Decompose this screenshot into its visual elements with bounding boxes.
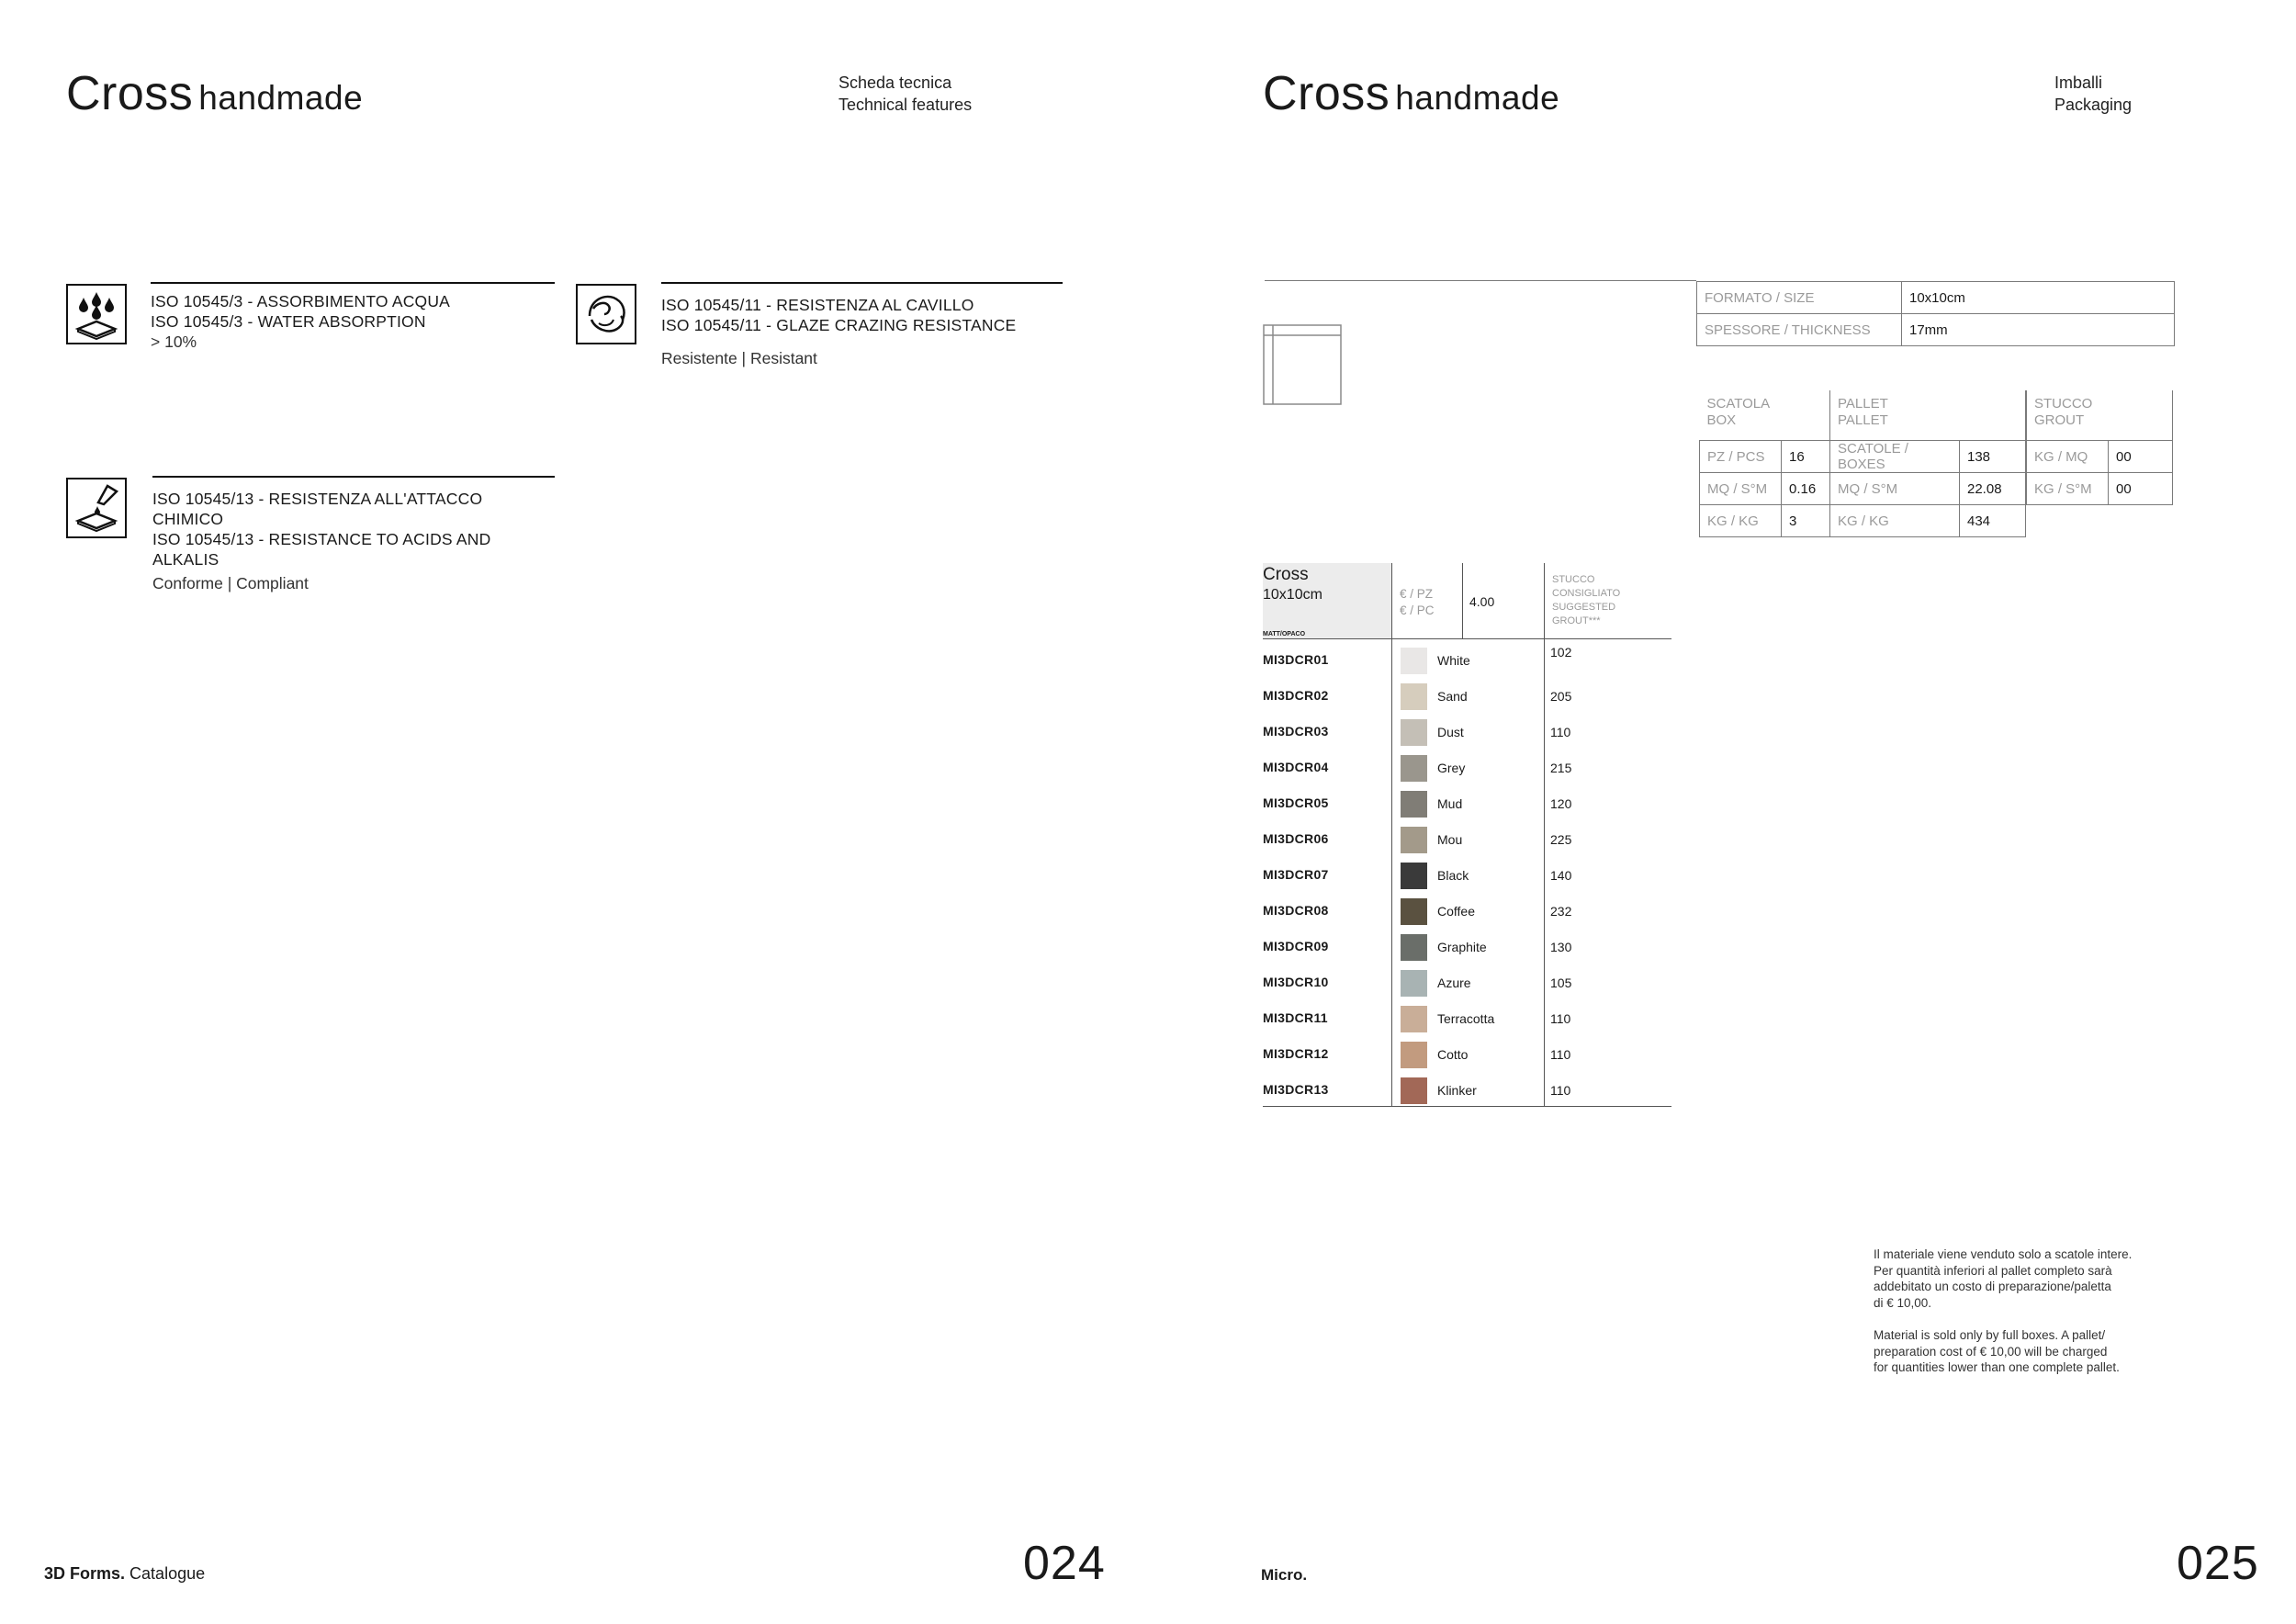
grout-header-en: GROUT [2034, 412, 2085, 428]
pallet-header-en: PALLET [1838, 412, 1888, 428]
divider [1265, 280, 1696, 281]
section-label-left [838, 72, 972, 116]
color-row [1263, 858, 1671, 894]
color-code: MI3DCR08 [1263, 903, 1329, 918]
color-name: Azure [1437, 976, 1471, 990]
grout-label: KG / S°M [2027, 473, 2109, 505]
color-row [1263, 1037, 1671, 1073]
color-name: Graphite [1437, 940, 1487, 954]
grout-header-line: STUCCO [1552, 574, 1595, 585]
size-table [1696, 281, 2175, 346]
pallet-label: SCATOLE / BOXES [1830, 441, 1960, 473]
section-label-it: Scheda tecnica [838, 73, 952, 92]
color-name: Dust [1437, 725, 1464, 739]
size-label: FORMATO / SIZE [1697, 282, 1902, 314]
color-name: Terracotta [1437, 1011, 1495, 1026]
note-line: addebitato un costo di preparazione/paletta [1874, 1280, 2111, 1293]
spec-glaze-crazing [661, 282, 1063, 368]
section-label-right [2054, 72, 2132, 116]
color-name: Cotto [1437, 1047, 1469, 1062]
grout-label: KG / MQ [2027, 441, 2109, 473]
product-finish: MATT/OPACO [1263, 631, 1306, 637]
title-main: Cross [66, 67, 194, 120]
grout-code: 110 [1550, 725, 1571, 739]
spec-title-en: ISO 10545/13 - RESISTANCE TO ACIDS AND ALKALIS [152, 530, 491, 569]
table-row [1700, 441, 2026, 473]
product-size: 10x10cm [1263, 587, 1322, 603]
color-name: Mud [1437, 796, 1463, 811]
page-number-right: 025 [2177, 1537, 2259, 1590]
note-line: preparation cost of € 10,00 will be charged [1874, 1344, 2108, 1359]
color-swatch [1401, 755, 1427, 782]
grout-value: 00 [2109, 441, 2173, 473]
spec-chemical-resistance [152, 476, 555, 593]
grout-code: 232 [1550, 904, 1572, 919]
grout-code: 110 [1550, 1047, 1571, 1062]
grout-code: 130 [1550, 940, 1572, 954]
color-code: MI3DCR11 [1263, 1010, 1328, 1025]
color-code: MI3DCR01 [1263, 652, 1329, 667]
color-code: MI3DCR09 [1263, 939, 1329, 953]
color-name: Mou [1437, 832, 1463, 847]
color-code: MI3DCR05 [1263, 795, 1329, 810]
color-name: Coffee [1437, 904, 1475, 919]
grout-code: 105 [1550, 976, 1572, 990]
packaging-table [1699, 390, 2026, 537]
color-swatch [1401, 827, 1427, 853]
color-row [1263, 822, 1671, 858]
table-row [2027, 473, 2173, 505]
suggested-grout-header [1552, 573, 1620, 628]
color-swatch [1401, 898, 1427, 925]
thickness-label: SPESSORE / THICKNESS [1697, 314, 1902, 346]
size-value: 10x10cm [1902, 282, 2175, 314]
title-sub: handmade [1395, 79, 1560, 117]
grout-value: 00 [2109, 473, 2173, 505]
note-it [1874, 1246, 2132, 1311]
page-number-left: 024 [1023, 1537, 1106, 1590]
table-row [1700, 505, 2026, 537]
color-swatch [1401, 648, 1427, 674]
price-label-en: € / PC [1400, 603, 1435, 617]
footer-brand-right: Micro. [1261, 1566, 1308, 1584]
spec-value: Conforme | Compliant [152, 574, 309, 592]
note-line: Il materiale viene venduto solo a scatole intere. [1874, 1247, 2133, 1261]
color-name: Klinker [1437, 1083, 1477, 1098]
note-line: Material is sold only by full boxes. A pallet/ [1874, 1328, 2106, 1342]
grout-code: 110 [1550, 1011, 1571, 1026]
color-code: MI3DCR07 [1263, 867, 1329, 882]
pallet-value: 22.08 [1960, 473, 2026, 505]
section-label-en: Packaging [2054, 96, 2133, 114]
note-en [1874, 1327, 2120, 1376]
color-code: MI3DCR06 [1263, 831, 1329, 846]
color-swatch [1401, 1077, 1427, 1104]
box-label: KG / KG [1700, 505, 1782, 537]
table-header-rule [1263, 638, 1671, 639]
table-row [2027, 441, 2173, 473]
color-row [1263, 930, 1671, 965]
note-line: for quantities lower than one complete pallet. [1874, 1360, 2120, 1374]
color-code: MI3DCR03 [1263, 724, 1329, 739]
color-row [1263, 894, 1671, 930]
color-row [1263, 750, 1671, 786]
water-drops-icon [66, 284, 127, 344]
table-row [1697, 282, 2175, 314]
grout-header-it: STUCCO [2034, 396, 2093, 412]
price-value: 4.00 [1469, 594, 1495, 609]
color-row [1263, 965, 1671, 1001]
grout-code: 140 [1550, 868, 1572, 883]
title-sub: handmade [198, 79, 364, 117]
color-row [1263, 1001, 1671, 1037]
chemical-drop-icon [66, 478, 127, 538]
box-header-en: BOX [1706, 412, 1737, 428]
box-label: PZ / PCS [1700, 441, 1782, 473]
color-swatch [1401, 970, 1427, 997]
section-label-en: Technical features [838, 96, 973, 114]
page-title-left [66, 66, 363, 121]
spec-title-en: ISO 10545/11 - GLAZE CRAZING RESISTANCE [661, 316, 1017, 334]
crazing-icon [576, 284, 636, 344]
color-code: MI3DCR02 [1263, 688, 1329, 703]
color-row [1263, 715, 1671, 750]
box-header [1700, 390, 1830, 441]
note-line: di € 10,00. [1874, 1295, 1932, 1310]
color-row [1263, 643, 1671, 679]
color-code: MI3DCR12 [1263, 1046, 1329, 1061]
color-swatch [1401, 934, 1427, 961]
color-swatch [1401, 683, 1427, 710]
color-code: MI3DCR13 [1263, 1082, 1329, 1097]
pallet-label: KG / KG [1830, 505, 1960, 537]
product-name: Cross [1263, 565, 1309, 584]
pallet-label: MQ / S°M [1830, 473, 1960, 505]
grout-code: 120 [1550, 796, 1572, 811]
grout-code: 102 [1550, 645, 1572, 660]
color-swatch [1401, 791, 1427, 818]
price-unit-label [1400, 586, 1435, 619]
pallet-header-it: PALLET [1838, 396, 1888, 412]
tile-profile-icon [1263, 324, 1342, 410]
color-swatch [1401, 1006, 1427, 1032]
box-value: 16 [1782, 441, 1830, 473]
color-code: MI3DCR04 [1263, 760, 1329, 774]
spec-water-absorption [151, 282, 555, 352]
color-row [1263, 786, 1671, 822]
box-header-it: SCATOLA [1706, 396, 1771, 412]
color-row [1263, 679, 1671, 715]
grout-header-line: CONSIGLIATO [1552, 588, 1621, 599]
footer-brand: 3D Forms. [44, 1564, 126, 1583]
color-name: Black [1437, 868, 1469, 883]
spec-title-it: ISO 10545/3 - ASSORBIMENTO ACQUA [151, 292, 451, 310]
grout-code: 110 [1550, 1083, 1571, 1098]
color-code: MI3DCR10 [1263, 975, 1329, 989]
grout-header-line: GROUT*** [1552, 615, 1601, 626]
pallet-value: 138 [1960, 441, 2026, 473]
color-name: White [1437, 653, 1470, 668]
page-title-right [1263, 66, 1559, 121]
box-value: 3 [1782, 505, 1830, 537]
thickness-value: 17mm [1902, 314, 2175, 346]
spec-value: > 10% [151, 333, 197, 351]
grout-packaging-table [2026, 390, 2173, 505]
table-row [1700, 390, 2026, 441]
pallet-header [1830, 390, 2026, 441]
note-line: Per quantità inferiori al pallet completo sarà [1874, 1263, 2112, 1278]
title-main: Cross [1263, 67, 1390, 120]
section-label-it: Imballi [2054, 73, 2103, 92]
color-row [1263, 1073, 1671, 1109]
box-label: MQ / S°M [1700, 473, 1782, 505]
table-row [1697, 314, 2175, 346]
pallet-value: 434 [1960, 505, 2026, 537]
color-swatch [1401, 719, 1427, 746]
spec-value: Resistente | Resistant [661, 349, 817, 367]
product-header [1263, 563, 1391, 638]
grout-header-line: SUGGESTED [1552, 602, 1616, 613]
color-swatch [1401, 863, 1427, 889]
color-name: Grey [1437, 761, 1466, 775]
color-name: Sand [1437, 689, 1468, 704]
footer-text: Catalogue [129, 1564, 206, 1583]
grout-code: 205 [1550, 689, 1572, 704]
box-value: 0.16 [1782, 473, 1830, 505]
grout-code: 225 [1550, 832, 1572, 847]
table-row [2027, 390, 2173, 441]
footer-left [44, 1564, 205, 1584]
spec-title-it: ISO 10545/13 - RESISTENZA ALL'ATTACCO CHIMICO [152, 490, 483, 528]
spec-title-it: ISO 10545/11 - RESISTENZA AL CAVILLO [661, 296, 974, 314]
column-divider [1462, 563, 1463, 638]
table-row [1700, 473, 2026, 505]
spec-title-en: ISO 10545/3 - WATER ABSORPTION [151, 312, 426, 331]
grout-code: 215 [1550, 761, 1572, 775]
grout-header [2027, 390, 2173, 441]
color-swatch [1401, 1042, 1427, 1068]
price-label-it: € / PZ [1400, 587, 1434, 601]
